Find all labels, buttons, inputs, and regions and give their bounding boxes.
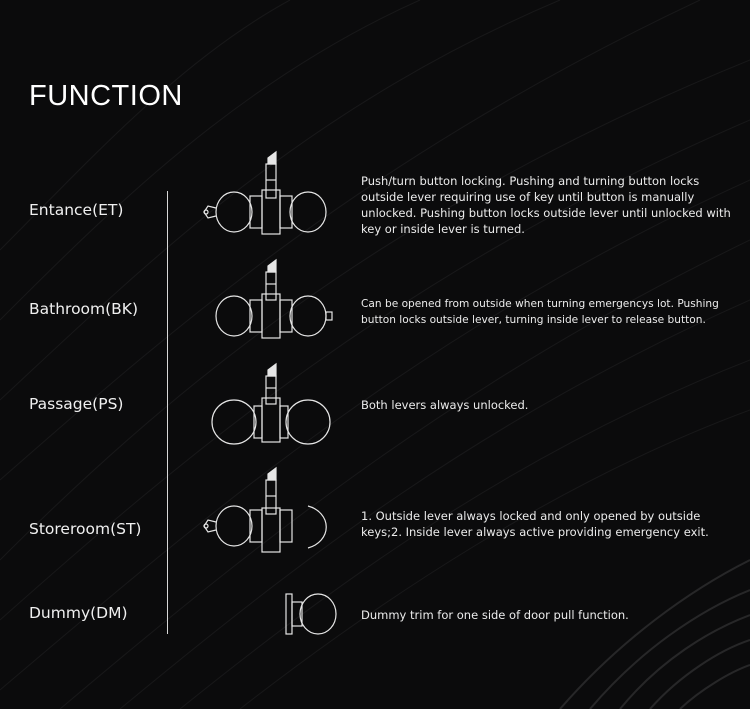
function-description-bathroom: Can be opened from outside when turning emergencys lot. Pushing button locks outside lever, turning inside lever to release button. (361, 298, 719, 326)
function-name-bathroom: Bathroom(BK) (29, 300, 139, 318)
function-description-storeroom: 1. Outside lever always locked and only opened by outside keys;2. Inside lever always active providing emergency exit. (361, 509, 709, 539)
function-description-passage: Both levers always unlocked. (361, 398, 529, 412)
cylindrical-lock-with-key-outside-icon (200, 150, 340, 240)
single-knob-dummy-icon (280, 588, 340, 638)
function-name-storeroom: Storeroom(ST) (29, 520, 142, 538)
function-name-dummy: Dummy(DM) (29, 604, 128, 622)
function-name-passage: Passage(PS) (29, 395, 124, 413)
page-title: FUNCTION (29, 80, 183, 112)
function-name-entrance: Entance(ET) (29, 201, 124, 219)
cylindrical-lock-privacy-icon (200, 258, 340, 348)
cylindrical-lock-passage-icon (200, 362, 340, 452)
function-description-entrance: Push/turn button locking. Pushing and turning button locks outside lever requiring use of key until button is manually unlocked. Pushing button locks outside lever until unlocked with key or inside lever is turned. (361, 174, 731, 236)
function-description-dummy: Dummy trim for one side of door pull function. (361, 608, 629, 622)
cylindrical-lock-storeroom-icon (200, 466, 340, 556)
divider-line (167, 191, 168, 634)
